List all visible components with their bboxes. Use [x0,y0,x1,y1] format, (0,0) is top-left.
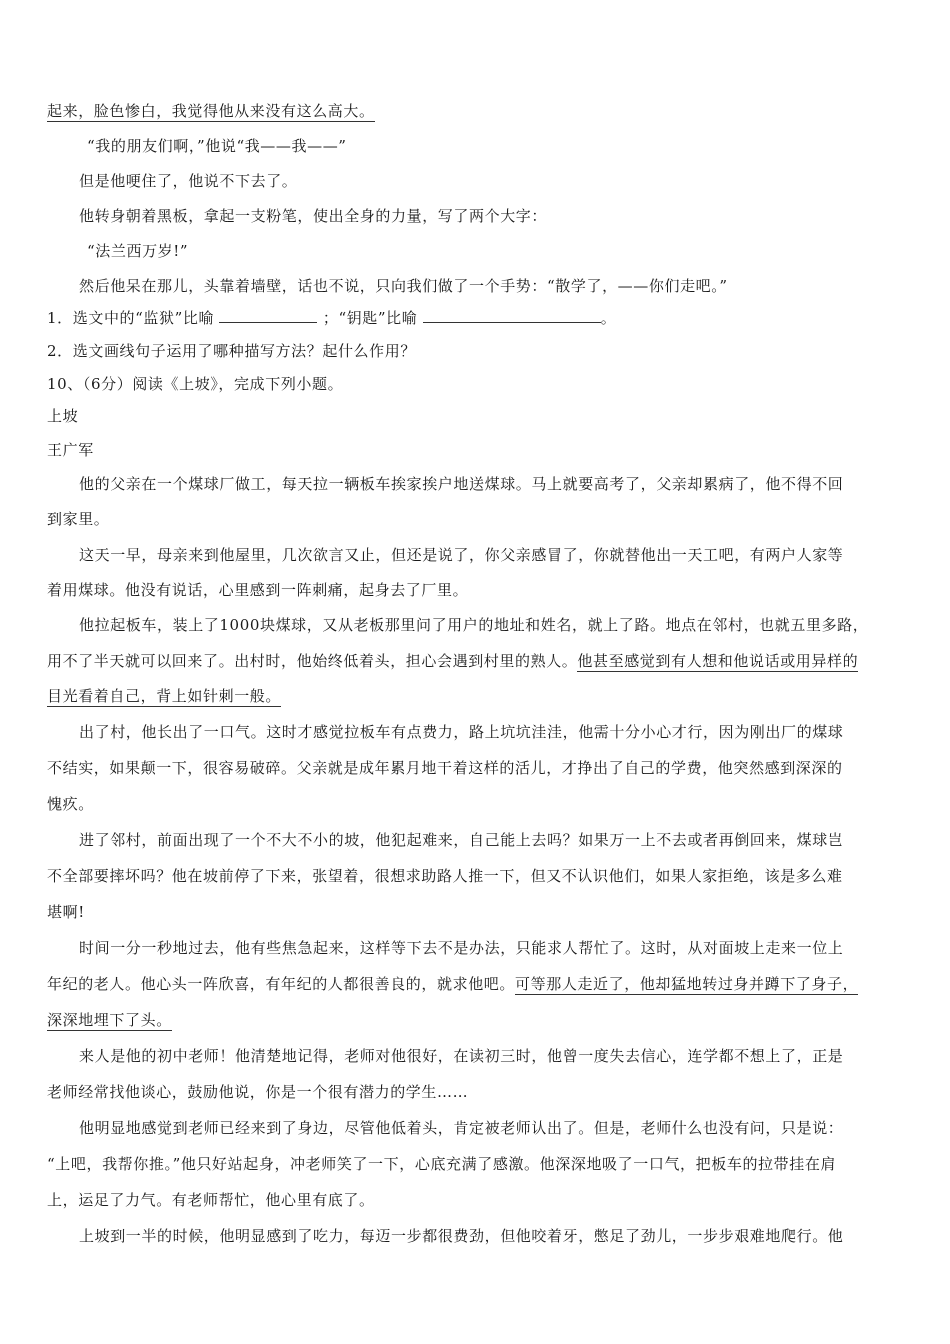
underlined-text-line [47,101,907,121]
article-title: 上坡 [47,407,79,425]
text-line: 这天一早，母亲来到他屋里，几次欲言又止，但还是说了，你父亲感冒了，你就替他出一天工吧，有两户人家等 [79,546,844,564]
question-2: 2．选文画线句子运用了哪种描写方法？起什么作用？ [47,342,416,360]
question-10: 10、（6分）阅读《上坡》，完成下列小题。 [47,375,344,393]
text-line: 出了村，他长出了一口气。这时才感觉拉板车有点费力，路上坑坑洼洼，他需十分小心才行，因为刚出厂的煤球 [79,723,844,741]
text-line: 不结实，如果颠一下，很容易破碎。父亲就是成年累月地干着这样的活儿，才挣出了自己的学费，他突然感到深深的 [47,759,843,777]
text-line: “我的朋友们啊，”他说“我——我——” [87,137,347,155]
text-line: 上坡到一半的时候，他明显感到了吃力，每迈一步都很费劲，但他咬着牙，憋足了劲儿，一步步艰难地爬行。他 [79,1227,844,1245]
text-line: 然后他呆在那儿，头靠着墙壁，话也不说，只向我们做了一个手势：“散学了，——你们走吧。” [79,277,728,295]
text-line: 来人是他的初中老师！他清楚地记得，老师对他很好，在读初三时，他曾一度失去信心，连学都不想上了，正是 [79,1047,844,1065]
text-line: 进了邻村，前面出现了一个不大不小的坡，他犯起难来，自己能上去吗？如果万一上不去或者再倒回来，煤球岂 [79,831,844,849]
text-line: “上吧，我帮你推。”他只好站起身，冲老师笑了一下，心底充满了感激。他深深地吸了一口气，把板车的拉带挂在肩 [47,1155,837,1173]
text-line: 老师经常找他谈心，鼓励他说，你是一个很有潜力的学生…… [47,1083,469,1101]
text-line: 他的父亲在一个煤球厂做工，每天拉一辆板车挨家挨户地送煤球。马上就要高考了，父亲却累病了，他不得不回 [79,475,844,493]
text-line: 他转身朝着黑板，拿起一支粉笔，使出全身的力量，写了两个大字： [79,207,548,225]
text-line [47,1010,907,1030]
article-author: 王广军 [47,441,94,459]
underlined-sentence: 目光看着自己，背上如针刺一般。 [47,687,282,705]
text-line: “法兰西万岁!” [87,242,189,260]
text-line: 但是他哽住了，他说不下去了。 [79,172,298,190]
answer-blank[interactable] [219,308,317,323]
text-line: 年纪的老人。他心头一阵欣喜，有年纪的人都很善良的，就求他吧。可等那人走近了，他却猛地转过身并蹲下了身子， [47,975,859,993]
text-line: 时间一分一秒地过去，他有些焦急起来，这样等下去不是办法，只能求人帮忙了。这时，从对面坡上走来一位上 [79,939,844,957]
text-line: 着用煤球。他没有说话，心里感到一阵刺痛，起身去了厂里。 [47,581,469,599]
underlined-sentence: 他甚至感觉到有人想和他说话或用异样的 [577,652,859,670]
text-line: 不全部要摔坏吗？他在坡前停了下来，张望着，很想求助路人推一下，但又不认识他们，如果人家拒绝，该是多么难 [47,867,843,885]
text-line: 愧疚。 [47,795,94,813]
underlined-sentence: 起来，脸色惨白，我觉得他从来没有这么高大。 [47,102,375,120]
text-line: 堪啊! [47,903,85,921]
text-line: 他拉起板车，装上了1000块煤球，又从老板那里问了用户的地址和姓名，就上了路。地点在邻村，也就五里多路， [79,616,869,634]
text-line: 他明显地感觉到老师已经来到了身边，尽管他低着头，肯定被老师认出了。但是，老师什么也没有问，只是说： [79,1119,844,1137]
text-line: 到家里。 [47,510,110,528]
text-line: 上，运足了力气。有老师帮忙，他心里有底了。 [47,1191,375,1209]
question-1: 1．选文中的“监狱”比喻 ；“钥匙”比喻 。 [47,309,617,327]
text-line: 用不了半天就可以回来了。出村时，他始终低着头，担心会遇到村里的熟人。他甚至感觉到有人想和他说话或用异样的 [47,652,859,670]
text-line [47,686,907,706]
answer-blank[interactable] [423,308,601,323]
underlined-sentence: 深深地埋下了头。 [47,1011,172,1029]
underlined-sentence: 可等那人走近了，他却猛地转过身并蹲下了身子， [515,975,859,993]
